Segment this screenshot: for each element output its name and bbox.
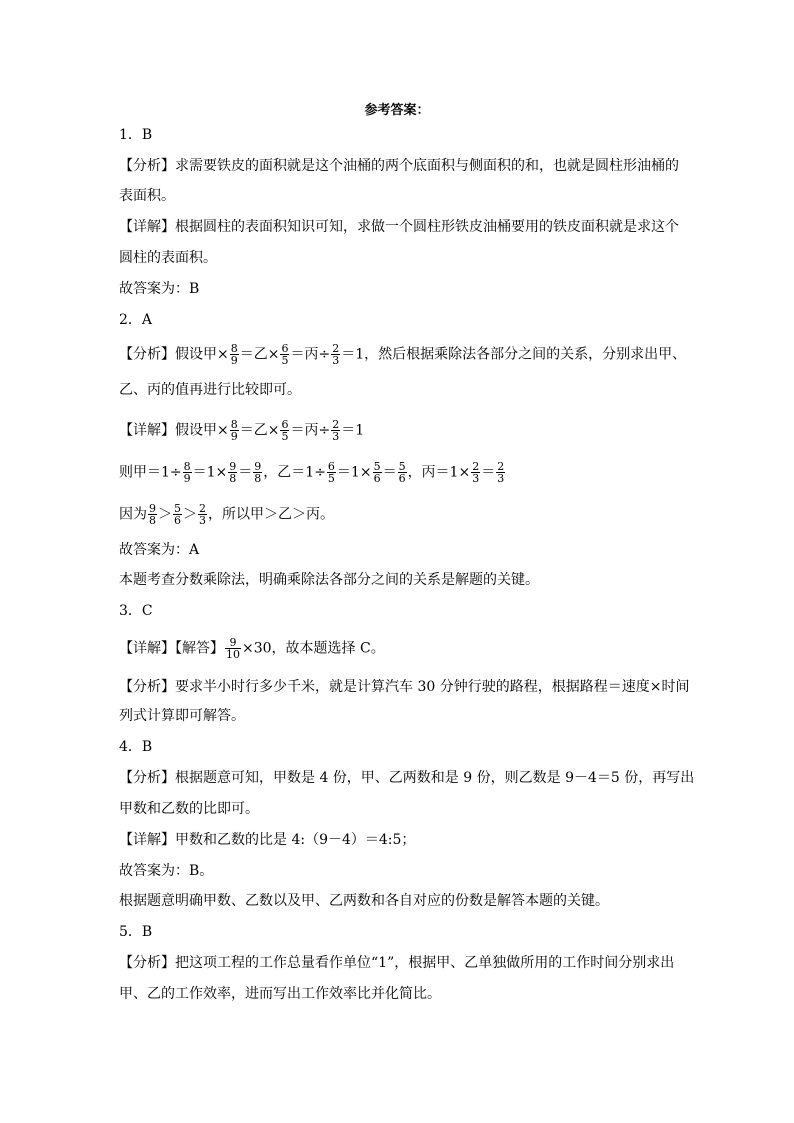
denominator: 3 [332,430,340,443]
fraction-6-5 [327,461,336,484]
denominator: 8 [229,472,237,485]
q4-answer: 故答案为：B。 [119,863,214,879]
text-run: ＝丙÷ [290,346,331,363]
text-run: 【详解】假设甲× [119,422,229,439]
numerator: 5 [398,460,406,473]
q3-heading: 3．C [119,603,153,619]
fraction-6-5 [280,343,289,366]
fraction-8-9 [230,419,239,442]
numerator: 2 [472,460,480,473]
q2-analysis-line1 [119,343,686,366]
q2-comparison [119,503,334,526]
fraction-9-8 [253,461,262,484]
text-run: ，乙＝1÷ [263,464,326,481]
q5-analysis-line1: 【分析】把这项工程的工作总量看作单位“1”，根据甲、乙单独做所用的工作时间分别求出 [119,955,675,971]
fraction-9-10 [225,637,241,660]
numerator: 2 [332,418,340,431]
q3-analysis-line2: 列式计算即可解答。 [119,708,245,724]
text-run: 【分析】假设甲× [119,346,229,363]
fraction-5-6 [173,503,182,526]
denominator: 8 [149,514,156,527]
numerator: 9 [149,502,156,515]
text-run: ＝乙× [239,422,280,439]
denominator: 6 [398,472,406,485]
q1-detail-line1: 【详解】根据圆柱的表面积知识可知，求做一个圆柱形铁皮油桶要用的铁皮面积就是求这个 [119,219,679,235]
numerator: 2 [332,342,340,355]
q4-heading: 4．B [119,739,153,755]
numerator: 2 [497,460,505,473]
q1-analysis-line2: 表面积。 [119,188,175,204]
numerator: 6 [327,460,335,473]
denominator: 6 [174,514,181,527]
denominator: 3 [199,514,206,527]
denominator: 9 [230,430,238,443]
text-run: ＝1，然后根据乘除法各部分之间的关系，分别求出甲、 [341,346,687,363]
denominator: 9 [230,354,238,367]
denominator: 6 [373,472,381,485]
numerator: 2 [199,502,206,515]
numerator: 8 [230,418,238,431]
q2-calculation [119,461,506,484]
text-run: ＝乙× [239,346,280,363]
fraction-2-3 [198,503,207,526]
denominator: 5 [281,354,289,367]
text-run: ＞ [183,506,197,523]
q1-heading: 1．B [119,127,153,143]
text-run: ＝ [481,464,496,481]
text-run: ＝ [238,464,253,481]
fraction-2-3 [496,461,505,484]
q2-detail-line1 [119,419,364,442]
page-title: 参考答案： [364,103,430,118]
q5-analysis-line2: 甲、乙的工作效率，进而写出工作效率比并化简比。 [119,986,441,1002]
text-run: ×30，故本题选择 C。 [242,640,385,657]
fraction-8-9 [230,343,239,366]
text-run: ，所以甲＞乙＞丙。 [208,506,334,523]
numerator: 8 [183,460,191,473]
q5-heading: 5．B [119,924,153,940]
numerator: 9 [229,636,237,649]
q1-detail-line2: 圆柱的表面积。 [119,250,217,266]
denominator: 3 [472,472,480,485]
fraction-2-3 [331,419,340,442]
text-run: ＝丙÷ [290,422,331,439]
numerator: 5 [174,502,181,515]
q4-detail: 【详解】甲数和乙数的比是 4:（9－4）＝4:5； [119,832,416,848]
text-run: ＝1× [336,464,372,481]
denominator: 10 [226,648,240,661]
numerator: 6 [281,342,289,355]
fraction-2-3 [471,461,480,484]
text-run: 【详解】【解答】 [119,640,224,657]
denominator: 5 [327,472,335,485]
q2-heading: 2．A [119,312,153,328]
q3-analysis-line1: 【分析】要求半小时行多少千米，就是计算汽车 30 分钟行驶的路程，根据路程＝速度×时间 [119,679,690,695]
text-run: 则甲＝1÷ [119,464,182,481]
numerator: 8 [230,342,238,355]
fraction-8-9 [183,461,192,484]
q2-summary: 本题考查分数乘除法，明确乘除法各部分之间的关系是解题的关键。 [119,572,539,588]
denominator: 3 [332,354,340,367]
text-run: 因为 [119,506,147,523]
text-run: ＝1× [192,464,228,481]
fraction-5-6 [398,461,407,484]
numerator: 9 [229,460,237,473]
q4-analysis-line2: 甲数和乙数的比即可。 [119,801,259,817]
q3-detail [119,637,385,660]
numerator: 6 [281,418,289,431]
numerator: 5 [373,460,381,473]
fraction-5-6 [373,461,382,484]
q1-answer: 故答案为：B [119,281,200,297]
q4-summary: 根据题意明确甲数、乙数以及甲、乙两数和各自对应的份数是解答本题的关键。 [119,893,609,909]
text-run: ＞ [158,506,172,523]
text-run: ＝ [382,464,397,481]
text-run: ，丙＝1× [407,464,471,481]
denominator: 9 [183,472,191,485]
denominator: 5 [281,430,289,443]
q2-analysis-line2: 乙、丙的值再进行比较即可。 [119,382,301,398]
fraction-9-8 [228,461,237,484]
fraction-9-8 [148,503,157,526]
numerator: 9 [254,460,262,473]
denominator: 3 [497,472,505,485]
fraction-2-3 [331,343,340,366]
fraction-6-5 [280,419,289,442]
text-run: ＝1 [341,422,365,439]
denominator: 8 [254,472,262,485]
q1-analysis-line1: 【分析】求需要铁皮的面积就是这个油桶的两个底面积与侧面积的和，也就是圆柱形油桶的 [119,158,679,174]
q4-analysis-line1: 【分析】根据题意可知，甲数是 4 份，甲、乙两数和是 9 份，则乙数是 9－4＝5 份，再写出 [119,770,695,786]
q2-answer: 故答案为：A [119,542,200,558]
